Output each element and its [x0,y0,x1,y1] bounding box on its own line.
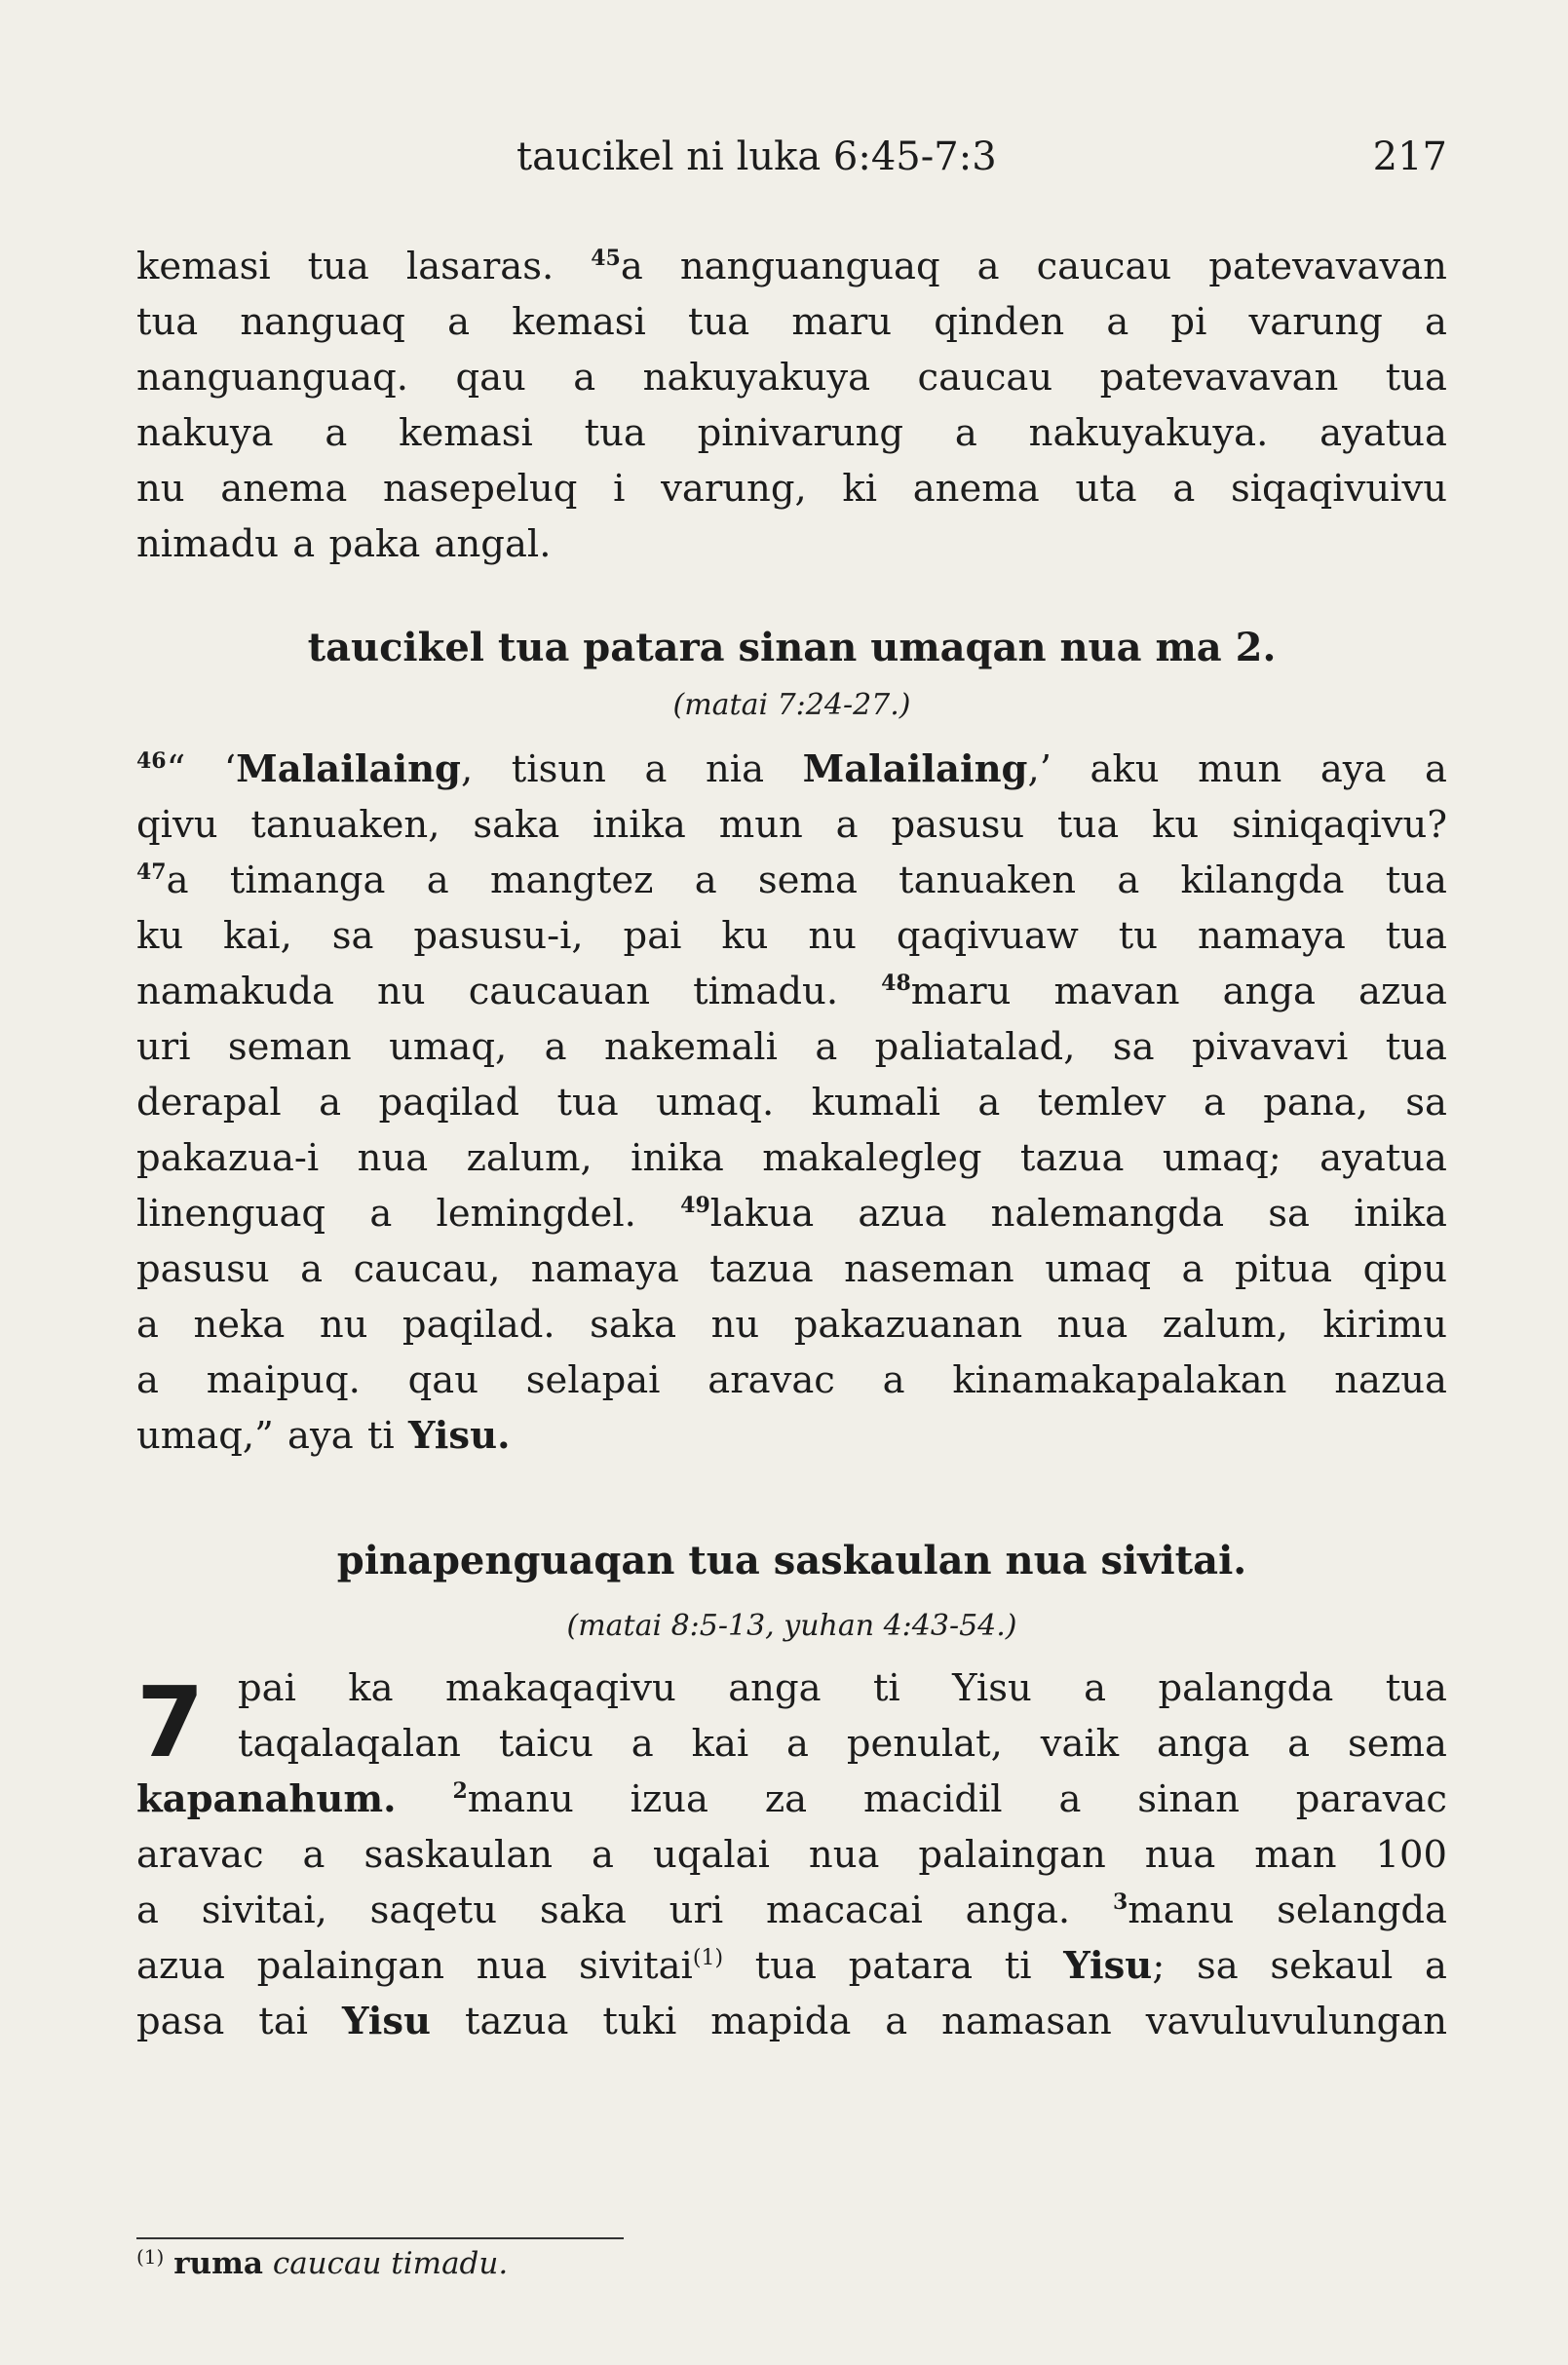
text-line: a sivitai, saqetu saka uri macacai anga. $^3$manu selangda [136,1888,1447,1932]
section-reference: (matai 8:5-13, yuhan 4:43-54.) [566,1609,1017,1643]
section-heading: pinapenguaqan tua saskaulan nua sivitai. [336,1538,1247,1583]
text-line: derapal a paqilad tua umaq. kumali a temlev a pana, sa [136,1081,1447,1125]
text-line: taqalaqalan taicu a kai a penulat, vaik anga a sema [238,1722,1447,1766]
chapter-number: 7 [136,1665,205,1779]
text-line: nakuya a kemasi tua pinivarung a nakuyakuya. ayatua [136,411,1447,455]
verse-number: 2 [452,1778,468,1804]
verse-number: 45 [591,246,621,271]
footnote-gloss: caucau timadu. [272,2246,509,2281]
text-line: uri seman umaq, a nakemali a paliatalad, sa pivavavi tua [136,1025,1447,1069]
text-line: tua nanguaq a kemasi tua maru qinden a pi varung a [136,300,1447,344]
text-line: nimadu a paka angal. [136,522,552,566]
section-heading: taucikel tua patara sinan umaqan nua ma 2. [307,625,1277,670]
text-line: kemasi tua lasaras. $^{45}$a nanguanguaq a caucau patevavavan [136,245,1447,288]
paragraph-1 [136,239,1447,572]
footnote [136,2239,508,2288]
text-line: linenguaq a lemingdel. $^{49}$lakua azua nalemangda sa inika [136,1192,1447,1236]
text-line: $^{47}$a timanga a mangtez a sema tanuaken a kilangda tua [136,858,1447,902]
text-line: nanguanguaq. qau a nakuyakuya caucau patevavavan tua [136,356,1447,400]
text-line: umaq,” aya ti Yisu. [136,1414,511,1458]
verse-number: 48 [881,971,911,996]
verse-number: 49 [680,1193,710,1218]
text-line: kapanahum. $^2$manu izua za macidil a sinan paravac [136,1777,1447,1821]
verse-number: 3 [1112,1889,1128,1915]
footnote-marker: (1) [136,2245,165,2269]
text-line: a maipuq. qau selapai aravac a kinamakapalakan nazua [136,1358,1447,1402]
text-line: nu anema nasepeluq i varung, ki anema uta a siqaqivuivu [136,467,1447,511]
text-line: azua palaingan nua sivitai$^{(1)}$ tua patara ti Yisu; sa sekaul a [136,1944,1447,1988]
page-number: 217 [1372,134,1447,179]
text-line: pai ka makaqaqivu anga ti Yisu a palangda tua [238,1666,1447,1710]
text-block [136,239,1447,2049]
text-line: namakuda nu caucauan timadu. $^{48}$maru mavan anga azua [136,970,1447,1013]
running-title: taucikel ni luka 6:45-7:3 [516,134,997,179]
text-line: pasa tai Yisu tazua tuki mapida a namasan vavuluvulungan [136,2000,1448,2043]
verse-number: 47 [136,859,167,885]
verse-number: 46 [136,748,167,774]
text-line: $^{46}$“ ‘Malailaing, tisun a nia Malailaing,’ aku mun aya a [136,747,1447,791]
paragraph-2 [136,742,1447,1464]
text-line: ku kai, sa pasusu-i, pai ku nu qaqivuaw tu namaya tua [136,914,1447,958]
paragraph-3 [136,1660,1447,2049]
running-head [136,134,1447,193]
text-line: qivu tanuaken, saka inika mun a pasusu tua ku siniqaqivu? [136,803,1447,847]
text-line: aravac a saskaulan a uqalai nua palaingan nua man 100 [136,1833,1447,1877]
text-line: pasusu a caucau, namaya tazua naseman umaq a pitua qipu [136,1247,1447,1291]
section-reference: (matai 7:24-27.) [672,688,911,722]
footnote-marker: (1) [692,1946,724,1970]
text-line: a neka nu paqilad. saka nu pakazuanan nua zalum, kirimu [136,1303,1447,1347]
footnote-term: ruma [173,2246,263,2281]
text-line: pakazua-i nua zalum, inika makalegleg tazua umaq; ayatua [136,1136,1447,1180]
